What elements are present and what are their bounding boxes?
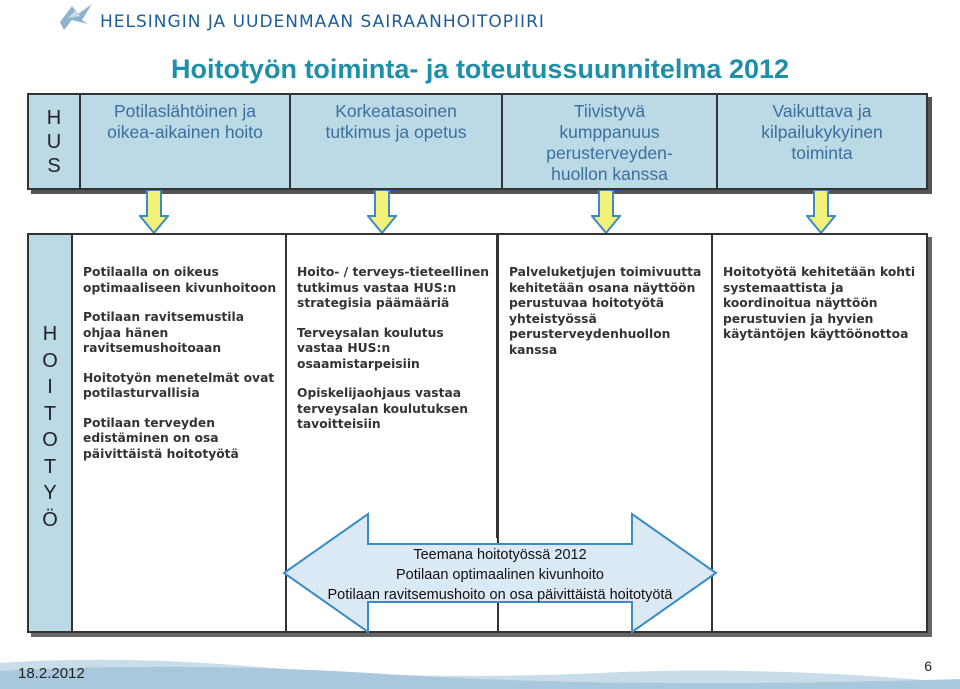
hus-goal-2: Korkeatasoinen tutkimus ja opetus: [291, 95, 503, 188]
hoitotyo-letter: Y: [43, 482, 57, 504]
column-divider: [496, 233, 498, 538]
org-name: HELSINGIN JA UUDENMAAN SAIRAANHOITOPIIRI: [100, 12, 545, 32]
goal-item: Hoitotyön menetelmät ovat potilasturvallisia: [83, 370, 275, 400]
slide-header: [0, 0, 960, 40]
hus-goal-4: Vaikuttava ja kilpailukykyinen toiminta: [718, 95, 926, 188]
goal-item: Hoitotyötä kehitetään kohti systemaattista ja koordinoitua näyttöön perustuvien ja hyvien käytäntöjen käyttöönottoa: [723, 265, 916, 341]
footer-wave: [0, 653, 960, 689]
goal-item: Hoito- / terveys-tieteellinen tutkimus vastaa HUS:n strategisia päämääriä: [297, 265, 490, 310]
hoitotyo-letter: H: [42, 323, 58, 345]
hus-letter: S: [47, 154, 61, 177]
hoitotyo-letter: Ö: [42, 508, 58, 531]
hus-goal-1: Potilaslähtöinen ja oikea-aikainen hoito: [81, 95, 291, 188]
hus-strategy-table: [27, 93, 928, 190]
goal-item: Palveluketjujen toimivuutta kehitetään osana näyttöön perustuvaa hoitotyötä yhteistyössä perusterveydenhuollon kanssa: [509, 265, 702, 357]
hoitotyo-letter: T: [43, 455, 57, 478]
down-arrow-icon: [806, 190, 836, 234]
hoitotyo-row-label: [29, 235, 73, 631]
hus-letter: U: [46, 130, 62, 153]
goal-item: Opiskelijaohjaus vastaa terveysalan koulutuksen tavoitteisiin: [297, 386, 469, 431]
theme-line-2: Potilaan optimaalinen kivunhoito: [396, 567, 604, 583]
theme-box: [282, 545, 718, 605]
hoitotyo-letter: O: [42, 429, 58, 451]
hoitotyo-letter: O: [42, 349, 58, 372]
hoitotyo-goals-col-1: [73, 235, 287, 631]
hus-row-label: [29, 95, 81, 188]
goal-item: Potilaan terveyden edistäminen on osa päivittäistä hoitotyötä: [83, 415, 239, 461]
goal-item: Terveysalan koulutus vastaa HUS:n osaamistarpeisiin: [297, 325, 444, 371]
hus-letter: H: [46, 106, 62, 129]
down-arrow-icon: [591, 190, 621, 234]
hus-goal-3: Tiivistyvä kumppanuus perusterveyden-huollon kanssa: [503, 95, 718, 188]
theme-line-3: Potilaan ravitsemushoito on osa päivittäistä hoitotyötä: [327, 587, 673, 603]
goal-item: Potilaan ravitsemustila ohjaa hänen ravitsemushoitoaan: [83, 310, 245, 355]
page-title: Hoitotyön toiminta- ja toteutussuunnitelma 2012: [170, 54, 790, 84]
theme-line-1: Teemana hoitotyössä 2012: [413, 547, 587, 563]
goal-item: Potilaalla on oikeus optimaaliseen kivunhoitoon: [83, 265, 277, 295]
page-number: 6: [924, 658, 932, 674]
down-arrow-icon: [139, 190, 169, 234]
hoitotyo-goals-col-4: [711, 235, 926, 631]
hoitotyo-letter: T: [43, 402, 57, 425]
hoitotyo-letter: I: [47, 376, 53, 398]
hus-bird-logo-icon: [58, 2, 94, 32]
footer-date: 18.2.2012: [18, 665, 85, 682]
down-arrow-icon: [367, 190, 397, 234]
